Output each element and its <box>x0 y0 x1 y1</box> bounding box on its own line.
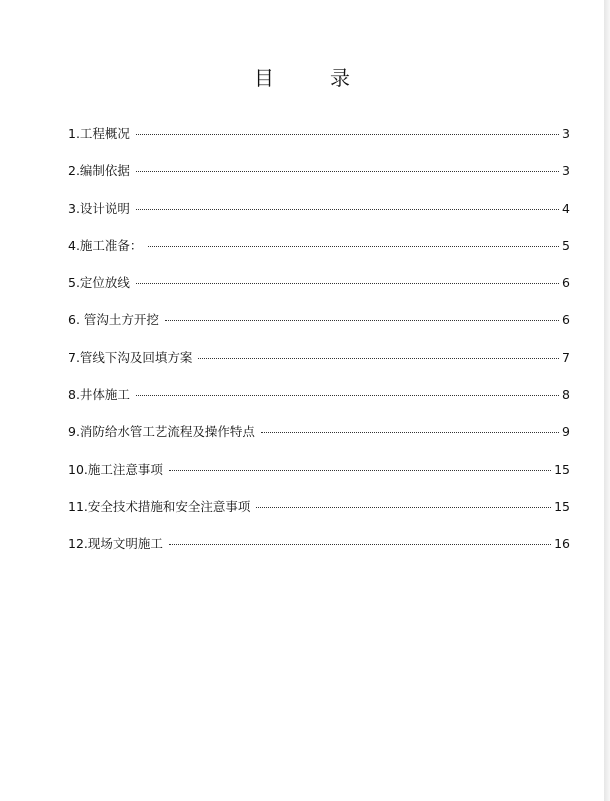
toc-dot-leader <box>169 544 551 545</box>
toc-entry[interactable] <box>68 497 570 534</box>
toc-entry-label: 2.编制依据 <box>68 163 130 179</box>
toc-entry-page: 7 <box>562 349 570 365</box>
toc-entry[interactable] <box>68 348 570 385</box>
toc-entry-label: 12.现场文明施工 <box>68 536 163 552</box>
toc-entry-label: 1.工程概况 <box>68 126 130 141</box>
toc-dot-leader <box>136 134 559 135</box>
toc-dot-leader <box>148 246 559 247</box>
toc-entry-label: 4.施工准备： <box>68 237 143 253</box>
toc-entry-label: 7.管线下沟及回填方案 <box>68 349 193 365</box>
toc-dot-leader <box>198 358 559 359</box>
page-title: 目录 <box>254 66 406 90</box>
toc-dot-leader <box>136 283 559 284</box>
toc-entry-page: 4 <box>562 200 570 216</box>
toc-entry-page: 6 <box>562 275 570 291</box>
toc-entry-page: 15 <box>554 461 570 477</box>
toc-dot-leader <box>136 395 559 396</box>
toc-entry-label: 6. 管沟土方开挖 <box>68 312 159 328</box>
toc-entry-page: 15 <box>554 498 570 514</box>
toc-entry[interactable] <box>68 422 570 459</box>
toc-entry[interactable] <box>68 385 570 422</box>
toc-dot-leader <box>136 171 559 172</box>
toc-dot-leader <box>256 507 551 508</box>
toc-entry[interactable] <box>68 460 570 497</box>
toc-entry-page: 6 <box>562 312 570 328</box>
toc-entry[interactable] <box>68 273 570 310</box>
page-edge-shadow <box>604 0 610 801</box>
toc-entry-label: 5.定位放线 <box>68 275 130 291</box>
toc-entry[interactable] <box>68 236 570 273</box>
toc-entry-label: 9.消防给水管工艺流程及操作特点 <box>68 424 255 440</box>
toc-entry-page: 5 <box>562 237 570 253</box>
toc-dot-leader <box>136 209 559 210</box>
toc-entry-label: 10.施工注意事项 <box>68 461 163 477</box>
toc-entry-page: 16 <box>554 536 570 552</box>
toc-entry[interactable] <box>68 199 570 236</box>
toc-dot-leader <box>169 470 551 471</box>
toc-entry-page: 3 <box>562 163 570 179</box>
toc-entry[interactable] <box>68 161 570 198</box>
toc-entry[interactable] <box>68 534 570 571</box>
toc-entry-label: 3.设计说明 <box>68 200 130 216</box>
toc-entry-page: 3 <box>562 126 570 141</box>
toc-entry-page: 8 <box>562 387 570 403</box>
toc-entry-page: 9 <box>562 424 570 440</box>
toc-entry[interactable] <box>68 310 570 347</box>
toc-entry-label: 8.井体施工 <box>68 387 130 403</box>
toc-dot-leader <box>261 432 559 433</box>
toc-entry[interactable] <box>68 124 570 161</box>
toc-entry-label: 11.安全技术措施和安全注意事项 <box>68 498 251 514</box>
table-of-contents <box>68 124 570 572</box>
toc-dot-leader <box>165 320 559 321</box>
